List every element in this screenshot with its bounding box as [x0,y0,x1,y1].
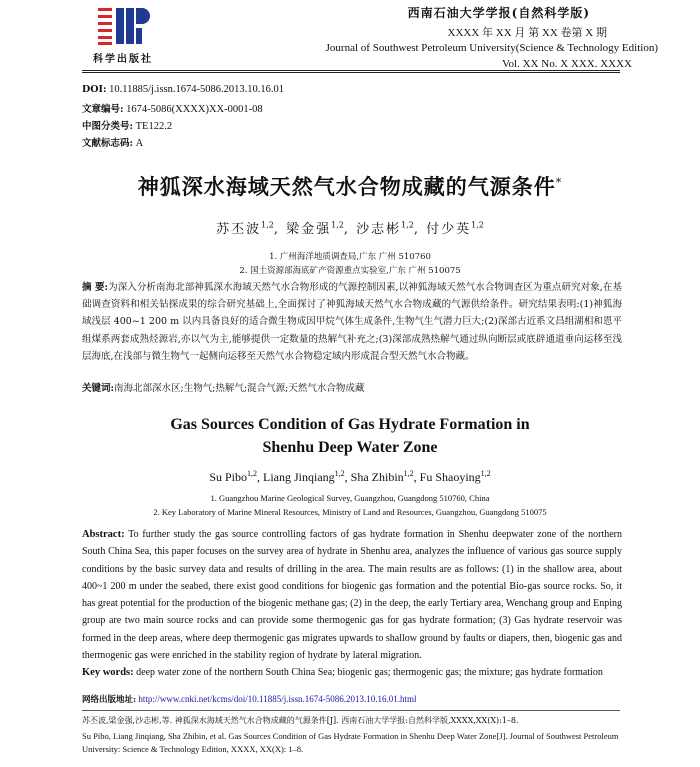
abstract-en-label: Abstract: [82,529,125,540]
abstract-en-text: To further study the gas source controlling factors of gas hydrate formation in Shenhu deepwater zone of the northern South China Sea, this paper focuses on the survey area of hydrate in Shenhu area, analyzes the influence of various gas source supply conditions by the basic survey data and results of drilling in the area. The main results are as follows: (1) in the shallow area, about 400~1 200 m under the seabed, there exist good conditions for biogenic gas formation and the potential Bio-gas source rocks. So, it has great potential for the production of the biogenic methane gas; (2) in the deep, the early Tertiary area, Wenchang group and Enping group are two main source rocks and can provide some thermogenic gas for gas hydrate formation; (3) Gas hydrate reservoir was formed in the deep areas, where deep thermogenic gas migrates upwards to shallow ground by faults or diapers, then, biogenic gas and thermogenic gas were enriched in the stability region of hydrate by lateral migration. [82,529,623,662]
keywords-en-label: Key words: [82,667,134,679]
author-name: Sha Zhibin [350,470,404,484]
author-affiliation-mark: 1,2 [401,220,414,230]
journal-title-cn: 西南石油大学学报(自然科学版) [407,6,590,20]
article-number-value: 1674-5086(XXXX)XX-0001-08 [126,104,263,115]
page-title-en [0,413,700,459]
abstract-cn [82,279,622,365]
abstract-en [82,526,622,682]
article-number-label: 文章编号: [82,104,124,115]
clc-value: TE122.2 [135,121,173,132]
footer-divider [82,710,620,711]
online-url-line [82,693,416,705]
keywords-en-text: deep water zone of the northern South China Sea; biogenic gas; thermogenic gas; the mixture; gas hydrate formation [136,667,603,679]
author-affiliation-mark: 1,2 [471,220,484,230]
abstract-cn-label: 摘 要: [82,282,109,293]
authors-cn: 苏丕波$^{1,2}$, 梁金强$^{1,2}$, 沙志彬$^{1,2}$, 付少英$^{1,2}$ [216,220,484,237]
citation-cn: 苏丕波,梁金强,沙志彬,等. 神狐深水海域天然气水合物成藏的气源条件[J]. 西南石油大学学报:自然科学版,XXXX,XX(X):1–8. [82,716,519,725]
title-en-line: Shenhu Deep Water Zone [262,439,438,456]
doi-line [82,84,284,95]
header-divider [82,72,620,73]
author-affiliation-mark: 1,2 [331,220,344,230]
citation-en: Su Pibo, Liang Jinqiang, Sha Zhibin, et al. Gas Sources Condition of Gas Hydrate Formation in Shenhu Deep Water Zone[J]. Journal of Southwest Petroleum University: Science & Technology Edition, XXXX, XX(X): 1–8. [82,731,619,754]
header-divider [82,70,620,71]
keywords-cn-label: 关键词: [82,383,115,394]
affiliation-cn: 2. 国土资源部海底矿产资源重点实验室,广东 广州 510075 [239,266,461,276]
doi-label: DOI: [82,84,107,95]
abstract-cn-text: 为深入分析南海北部神狐深水海域天然气水合物形成的气源控制因素,以神狐海域天然气水合物调查区为重点研究对象,在基础调查资料和相关钻探成果的综合研究基础上,全面探讨了神狐海域天然气水合物成藏的气源供给条件。研究结果表明:(1)神狐海域浅层 400~1 200 m 以内具备良好的适合微生物成因甲烷气体生成条件,生物气生气潜力巨大;(2)深部古近系文昌组湖相和恩平组煤系两套成熟烃源岩,亦以气为主,能够提供一定数量的热解气补充之;(3)深部成熟热解气通过纵向断层或底辟通道垂向运移至浅层海底,在浅部与微生物气一起侧向运移至天然气水合物稳定域内形成混合型天然气水合物藏。 [82,282,622,362]
keywords-cn-text: 南海北部深水区;生物气;热解气;混合气源;天然气水合物成藏 [114,383,365,394]
clc-label: 中图分类号: [82,121,134,132]
author-name: Liang Jinqiang [263,470,335,484]
keywords-cn [82,380,364,394]
title-en-line: Gas Sources Condition of Gas Hydrate Formation in [170,416,530,433]
document-code-label: 文献标志码: [82,138,134,149]
article-number-line [82,101,263,115]
page-title-cn [0,171,700,201]
journal-title-en: Journal of Southwest Petroleum University(Science & Technology Edition) [325,42,658,54]
journal-volume-en: Vol. XX No. X XXX. XXXX [502,58,632,70]
author-name: 付少英 [426,222,472,237]
online-url-label: 网络出版地址: [82,695,137,705]
authors-en: Su Pibo$^{1,2}$, Liang Jinqiang$^{1,2}$, Sha Zhibin$^{1,2}$, Fu Shaoying$^{1,2}$ [209,469,491,484]
author-name: 沙志彬 [356,222,402,237]
online-url-link[interactable]: http://www.cnki.net/kcms/doi/10.11885/j.issn.1674-5086.2013.10.16.01.html [138,694,417,704]
affiliation-cn: 1. 广州海洋地质调查局,广东 广州 510760 [269,252,431,262]
document-code-line [82,135,143,149]
author-affiliation-mark: 1,2 [261,220,274,230]
journal-volume-cn: XXXX 年 XX 月 第 XX 卷第 X 期 [447,27,607,39]
doi-value: 10.11885/j.issn.1674-5086.2013.10.16.01 [109,84,284,95]
author-affiliation-mark: 1,2 [403,469,414,478]
document-code-value: A [135,138,144,149]
author-name: Fu Shaoying [419,470,481,484]
author-name: 苏丕波 [216,222,262,237]
science-press-logo-icon [96,6,150,48]
author-affiliation-mark: 1,2 [334,469,345,478]
title-cn-text: 神狐深水海域天然气水合物成藏的气源条件 [137,174,556,199]
author-name: Su Pibo [209,470,247,484]
affiliation-en: 2. Key Laboratory of Marine Mineral Resources, Ministry of Land and Resources, Guangzhou, Guangdong 510075 [153,507,547,517]
publisher-logo [86,6,160,68]
author-name: 梁金强 [286,222,332,237]
author-affiliation-mark: 1,2 [480,469,491,478]
clc-line [82,118,172,132]
affiliation-en: 1. Guangzhou Marine Geological Survey, Guangzhou, Guangdong 510760, China [210,493,490,503]
publisher-logo-text: 科学出版社 [93,54,153,65]
author-affiliation-mark: 1,2 [247,469,257,478]
title-footnote-mark: * [555,176,563,189]
